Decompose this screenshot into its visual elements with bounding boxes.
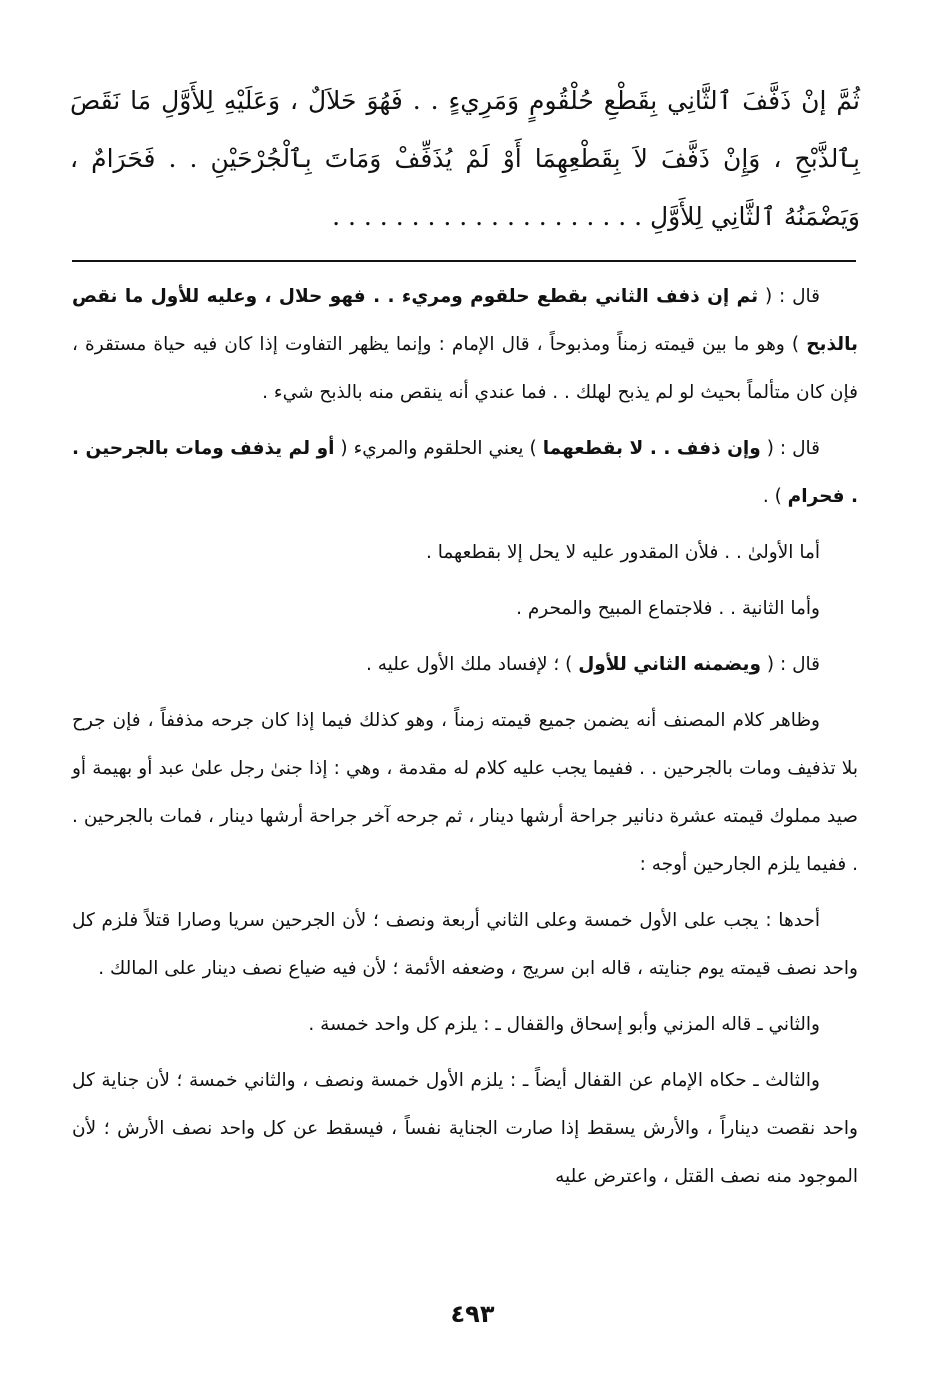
separator-rule (72, 260, 856, 262)
commentary (72, 273, 858, 1209)
commentary-text: ) . (762, 486, 788, 507)
commentary-paragraph: والثالث ـ حكاه الإمام عن القفال أيضاً ـ : يلزم الأول خمسة ونصف ، والثاني خمسة ؛ لأن جناية كل واحد نقصت ديناراً ، والأرش يسقط إذا صارت الجناية نفساً ، فيسقط عن كل واحد نصف الأرش ؛ لأن الموجود منه نصف القتل ، واعترض عليه (72, 1070, 858, 1187)
commentary-text: ) ؛ لإفساد ملك الأول عليه . (365, 654, 579, 675)
commentary-paragraph: أحدها : يجب على الأول خمسة وعلى الثاني أربعة ونصف ؛ لأن الجرحين سريا وصارا قتلاً فلزم كل واحد نصف قيمته يوم جنايته ، قاله ابن سريج ، وضعفه الأئمة ؛ لأن فيه ضياع نصف دينار على المالك . (72, 910, 858, 979)
matn-text: ثُمَّ إنْ ذَفَّفَ ٱلثَّانِي بِقَطْعِ حُلْقُومٍ وَمَرِيءٍ . . فَهُوَ حَلاَلٌ ، وَعَلَيْهِ لِلأَوَّلِ مَا نَقَصَ بِٱلذَّبْحِ ، وَإِنْ ذَفَّفَ لاَ بِقَطْعِهِمَا أَوْ لَمْ يُذَفِّفْ وَمَاتَ بِٱلْجُرْحَيْنِ . . فَحَرَامٌ ، وَيَضْمَنُهُ ٱلثَّانِي لِلأَوَّلِ . . . . . . . . . . . . . . . . . . . . (70, 86, 860, 231)
page-number: ٤٩٣ (450, 1300, 495, 1328)
quoted-matn: ويضمنه الثاني للأول (578, 654, 761, 675)
commentary-paragraph (72, 641, 858, 689)
quoted-matn: وإن ذفف . . لا بقطعهما (542, 438, 761, 459)
commentary-text: ) وهو ما بين قيمته زمناً ومذبوحاً ، قال الإمام : وإنما يظهر التفاوت إذا كان فيه حياة مستقرة ، فإن كان متألماً بحيث لو لم يذبح لهلك . . فما عندي أنه ينقص منه بالذبح شيء . (72, 334, 858, 403)
commentary-paragraph (72, 425, 858, 521)
quote-intro: قال : ( (760, 654, 820, 675)
commentary-paragraph: أما الأولىٰ . . فلأن المقدور عليه لا يحل إلا بقطعهما . (425, 542, 820, 563)
commentary-text: ) يعني الحلقوم والمريء ( (334, 438, 543, 459)
quote-intro: قال : ( (758, 286, 821, 307)
commentary-paragraph: وأما الثانية . . فلاجتماع المبيح والمحرم . (516, 598, 820, 619)
commentary-paragraph: والثاني ـ قاله المزني وأبو إسحاق والقفال ـ : يلزم كل واحد خمسة . (308, 1014, 820, 1035)
commentary-paragraph (72, 273, 858, 417)
quoted-matn: ثم إن ذفف الثاني بقطع حلقوم ومريء . . فهو حلال ، وعليه للأول ما نقص بالذبح (72, 286, 858, 355)
quoted-matn: أو لم يذفف ومات بالجرحين . . فحرام (72, 438, 858, 507)
commentary-paragraph: وظاهر كلام المصنف أنه يضمن جميع قيمته زمناً ، وهو كذلك فيما إذا كان جرحه مذففاً ، فإن جرح بلا تذفيف ومات بالجرحين . . ففيما يجب عليه كلام له مقدمة ، وهي : إذا جنىٰ رجل علىٰ عبد أو بهيمة أو صيد مملوك قيمته عشرة دنانير جراحة أرشها دينار ، ثم جرحه آخر جراحة أرشها دينار ، فمات بالجرحين . . ففيما يلزم الجارحين أوجه : (72, 710, 858, 875)
quote-intro: قال : ( (760, 438, 820, 459)
